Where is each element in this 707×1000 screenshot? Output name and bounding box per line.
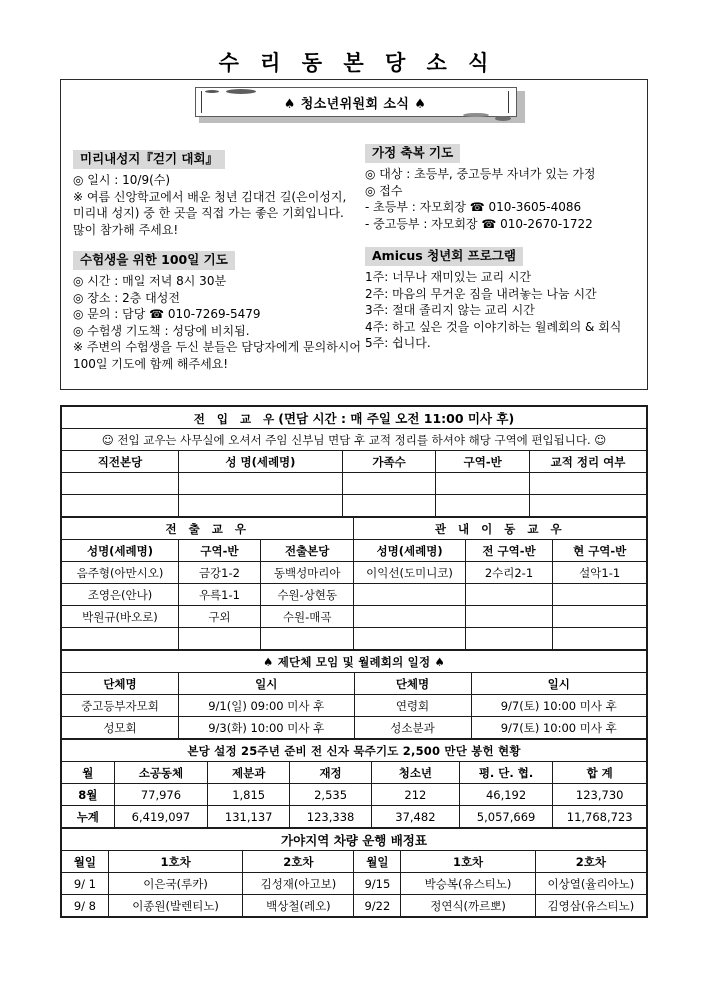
cell[interactable]: 2수리2-1: [465, 562, 553, 584]
banner-smudge-icon: [226, 89, 256, 94]
banner-smudge-icon: [463, 113, 489, 117]
notice-heading: 수험생을 위한 100일 기도: [73, 251, 235, 271]
cell[interactable]: 정연식(까르뽀): [401, 895, 536, 917]
rosary-offering-table: [61, 739, 647, 828]
shuttle-title: [62, 829, 647, 851]
column-header: 일시: [179, 673, 355, 695]
cell[interactable]: [342, 495, 436, 517]
cell[interactable]: [179, 495, 343, 517]
table-row[interactable]: [62, 873, 647, 895]
cell[interactable]: 이익선(도미니코): [354, 562, 465, 584]
column-header: 현 구역-반: [553, 540, 647, 562]
cell[interactable]: 금강1-2: [179, 562, 261, 584]
meetings-title: ♠ 제단체 모임 및 월례회의 일정 ♠: [62, 651, 647, 673]
banner-smudge-icon: [495, 116, 511, 121]
cell[interactable]: 김성재(아고보): [243, 873, 354, 895]
cell[interactable]: 음주형(아만시오): [62, 562, 179, 584]
notice-walking-event: [73, 148, 365, 238]
cell[interactable]: 박원규(바오로): [62, 606, 179, 628]
cell[interactable]: 2,535: [290, 784, 372, 806]
column-header: 제분과: [208, 762, 290, 784]
cell[interactable]: 김영삼(유스티노): [535, 895, 646, 917]
cell[interactable]: 우륵1-1: [179, 584, 261, 606]
internal-move-title: [354, 518, 647, 540]
notice-heading: 미리내성지『걷기 대회』: [73, 150, 225, 170]
column-header: 1호차: [108, 851, 243, 873]
cell[interactable]: 9/1(일) 09:00 미사 후: [179, 695, 355, 717]
notice-line: 5주: 쉽니다.: [365, 336, 431, 350]
incoming-note: ☺ 전입 교우는 사무실에 오셔서 주임 신부님 면담 후 교적 정리를 하셔야 해당 구역에 편입됩니다. ☺: [62, 429, 647, 451]
cell[interactable]: [354, 628, 465, 650]
cell[interactable]: 9/7(토) 10:00 미사 후: [471, 695, 647, 717]
cell[interactable]: [62, 628, 179, 650]
outgoing-title: [62, 518, 354, 540]
cell[interactable]: [179, 473, 343, 495]
table-row[interactable]: [62, 584, 647, 606]
tables-panel: [60, 405, 648, 918]
row-header: 누계: [62, 806, 115, 828]
table-row[interactable]: [62, 606, 647, 628]
notice-amicus-program: [365, 245, 641, 352]
notice-line: ◎ 장소 : 2층 대성전: [73, 290, 180, 305]
banner-label: ♠ 청소년위원회 소식 ♠: [201, 91, 509, 113]
column-header: 평. 단. 협.: [459, 762, 553, 784]
table-header-row: [62, 540, 647, 562]
cell[interactable]: 9/15: [354, 873, 401, 895]
column-header: 성명(세례명): [62, 540, 179, 562]
notice-line: - 중고등부 : 자모회장 ☎ 010-2670-1722: [365, 216, 593, 231]
cell[interactable]: [436, 473, 530, 495]
cell[interactable]: 5,057,669: [459, 806, 553, 828]
cell[interactable]: [465, 584, 553, 606]
cell[interactable]: [553, 628, 647, 650]
cell[interactable]: 123,730: [553, 784, 647, 806]
cell[interactable]: 동백성마리아: [260, 562, 354, 584]
column-header: 직전본당: [62, 451, 179, 473]
cell[interactable]: 조영은(안나): [62, 584, 179, 606]
cell[interactable]: 131,137: [208, 806, 290, 828]
table-row[interactable]: [62, 695, 647, 717]
notice-heading: 가정 축복 기도: [365, 144, 460, 164]
incoming-members-table: [61, 406, 647, 517]
cell[interactable]: 212: [372, 784, 460, 806]
column-header: 청소년: [372, 762, 460, 784]
table-row[interactable]: [62, 562, 647, 584]
notice-line: 3주: 절대 졸리지 않는 교리 시간: [365, 303, 535, 317]
cell[interactable]: [62, 473, 179, 495]
column-header: 2호차: [535, 851, 646, 873]
column-header: 1호차: [401, 851, 536, 873]
table-section-title-row: [62, 651, 647, 673]
cell[interactable]: [354, 606, 465, 628]
cell[interactable]: 9/7(토) 10:00 미사 후: [471, 717, 647, 739]
youth-committee-banner: [195, 87, 525, 123]
notice-line: 4주: 하고 싶은 것을 이야기하는 월례회의 & 회식: [365, 319, 622, 334]
table-section-title-row: [62, 407, 647, 429]
table-header-row: [62, 451, 647, 473]
cell[interactable]: 6,419,097: [114, 806, 208, 828]
cell[interactable]: 백상철(레오): [243, 895, 354, 917]
cell[interactable]: [62, 495, 179, 517]
incoming-title-spaced: 전 입 교 우: [193, 411, 279, 426]
shuttle-title-text: 가야지역 차량 운행 배정표: [281, 832, 427, 848]
notice-line: 2주: 마음의 무거운 짐을 내려놓는 나눔 시간: [365, 286, 597, 301]
notice-heading: Amicus 청년회 프로그램: [365, 247, 523, 267]
cell[interactable]: 성소분과: [354, 717, 471, 739]
column-header: 재정: [290, 762, 372, 784]
transfer-tables: [61, 517, 647, 650]
table-section-title-row: [62, 740, 647, 762]
column-header: 단체명: [354, 673, 471, 695]
column-header: 일시: [471, 673, 647, 695]
cell[interactable]: [465, 628, 553, 650]
meetings-table: [61, 650, 647, 739]
table-note-row: [62, 429, 647, 451]
cell[interactable]: [354, 584, 465, 606]
row-header: 8월: [62, 784, 115, 806]
notice-line: ◎ 문의 : 담당 ☎ 010-7269-5479: [73, 307, 261, 321]
column-header: 성명(세례명): [354, 540, 465, 562]
incoming-title-cell: [62, 407, 647, 429]
notice-line: ◎ 대상 : 초등부, 중고등부 자녀가 있는 가정: [365, 167, 596, 181]
cell[interactable]: 성모회: [62, 717, 179, 739]
cell[interactable]: [553, 584, 647, 606]
table-row[interactable]: [62, 473, 647, 495]
notice-line: ◎ 접수: [365, 183, 403, 198]
notices-panel: [60, 79, 648, 390]
notice-line: ※ 주변의 수험생을 두신 분들은 담당자에게 문의하시어 100일 기도에 함께 해주세요!: [73, 340, 361, 371]
cell[interactable]: 구외: [179, 606, 261, 628]
page-title: 수 리 동 본 당 소 식: [218, 51, 496, 75]
cell[interactable]: [342, 473, 436, 495]
table-row[interactable]: [62, 495, 647, 517]
cell[interactable]: [436, 495, 530, 517]
notice-line: ◎ 일시 : 10/9(수): [73, 173, 171, 187]
notice-line: ◎ 시간 : 매일 저녁 8시 30분: [73, 274, 227, 288]
cell[interactable]: 이종원(발렌티노): [108, 895, 243, 917]
table-header-row: [62, 762, 647, 784]
column-header: 월: [62, 762, 115, 784]
notice-line: 1주: 너무나 재미있는 교리 시간: [365, 270, 532, 284]
column-header: 가족수: [342, 451, 436, 473]
cell[interactable]: [529, 473, 646, 495]
cell[interactable]: [553, 606, 647, 628]
cell[interactable]: [465, 606, 553, 628]
cell[interactable]: 11,768,723: [553, 806, 647, 828]
cell[interactable]: 설악1-1: [553, 562, 647, 584]
column-header: 월일: [354, 851, 401, 873]
notice-100day-prayer: [73, 249, 365, 372]
cell[interactable]: 이상열(율리아노): [535, 873, 646, 895]
notice-line: ※ 여름 신앙학교에서 배운 청년 김대건 길(은이성지, 미리내 성지) 중 한 곳을 직접 가는 좋은 기회입니다. 많이 참가해 주세요!: [73, 189, 347, 237]
cell[interactable]: 9/3(화) 10:00 미사 후: [179, 717, 355, 739]
table-header-row: [62, 851, 647, 873]
column-header: 성 명(세례명): [179, 451, 343, 473]
cell[interactable]: 박승복(유스티노): [401, 873, 536, 895]
cell[interactable]: 1,815: [208, 784, 290, 806]
cell[interactable]: [179, 628, 261, 650]
notice-line: ◎ 수험생 기도책 : 성당에 비치됨.: [73, 323, 250, 338]
cell[interactable]: 9/ 1: [62, 873, 109, 895]
column-header: 2호차: [243, 851, 354, 873]
column-header: 교적 정리 여부: [529, 451, 646, 473]
notices-left-column: [73, 148, 365, 372]
column-header: 단체명: [62, 673, 179, 695]
cell[interactable]: 77,976: [114, 784, 208, 806]
table-row[interactable]: [62, 784, 647, 806]
table-row[interactable]: [62, 628, 647, 650]
cell[interactable]: 수원-상현동: [260, 584, 354, 606]
table-row[interactable]: [62, 895, 647, 917]
table-header-row: [62, 673, 647, 695]
cell[interactable]: 연령회: [354, 695, 471, 717]
banner-smudge-icon: [205, 90, 219, 93]
column-header: 소공동체: [114, 762, 208, 784]
column-header: 전 구역-반: [465, 540, 553, 562]
table-section-title-row: [62, 518, 647, 540]
cell[interactable]: 수원-매곡: [260, 606, 354, 628]
cell[interactable]: 37,482: [372, 806, 460, 828]
cell[interactable]: 46,192: [459, 784, 553, 806]
shuttle-schedule-table: [61, 828, 647, 917]
cell[interactable]: 123,338: [290, 806, 372, 828]
notice-line: - 초등부 : 자모회장 ☎ 010-3605-4086: [365, 200, 582, 214]
column-header: 전출본당: [260, 540, 354, 562]
cell[interactable]: 9/ 8: [62, 895, 109, 917]
incoming-title-plain: (면담 시간 : 매 주일 오전 11:00 미사 후): [278, 410, 515, 426]
column-header: 월일: [62, 851, 109, 873]
internal-move-title-text: 관 내 이 동 교 우: [434, 521, 566, 536]
cell[interactable]: 이은국(루카): [108, 873, 243, 895]
notices-right-column: [365, 142, 641, 352]
table-row[interactable]: [62, 806, 647, 828]
cell[interactable]: [529, 495, 646, 517]
column-header: 합 계: [553, 762, 647, 784]
rosary-title: 본당 설정 25주년 준비 전 신자 묵주기도 2,500 만단 봉헌 현황: [62, 740, 647, 762]
table-section-title-row: [62, 829, 647, 851]
column-header: 구역-반: [179, 540, 261, 562]
outgoing-title-text: 전 출 교 우: [165, 521, 250, 536]
cell[interactable]: 9/22: [354, 895, 401, 917]
column-header: 구역-반: [436, 451, 530, 473]
cell[interactable]: [260, 628, 354, 650]
notice-family-blessing: [365, 142, 641, 232]
cell[interactable]: 중고등부자모회: [62, 695, 179, 717]
table-row[interactable]: [62, 717, 647, 739]
